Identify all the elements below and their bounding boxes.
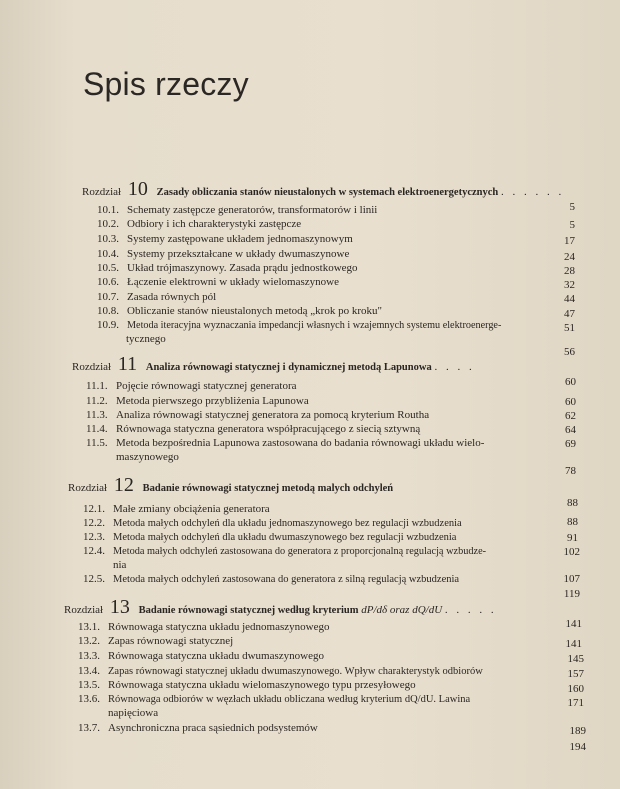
toc-entry — [83, 503, 270, 515]
entry-title: Zapas równowagi statycznej układu dwumaszynowego. Wpływ charakterystyk odbiorów — [108, 666, 483, 677]
page-number: 32 — [564, 279, 575, 291]
entry-number: 10.4. — [97, 248, 119, 260]
entry-number: 11.1. — [86, 380, 108, 392]
chapter-title: Badanie równowagi statycznej według kryterium — [138, 605, 359, 616]
entry-number: 10.3. — [97, 233, 119, 245]
page-number: 5 — [569, 201, 575, 213]
entry-number: 10.8. — [97, 305, 119, 317]
toc-entry — [97, 204, 377, 216]
entry-title: Małe zmiany obciążenia generatora — [113, 503, 270, 515]
toc-entry — [86, 395, 309, 407]
toc-entry — [97, 218, 301, 230]
entry-number: 10.6. — [97, 276, 119, 288]
page-number: 160 — [567, 683, 584, 695]
entry-title: Równowaga statyczna generatora współpracującego z siecią sztywną — [116, 423, 421, 435]
entry-title: Metoda pierwszego przybliżenia Lapunowa — [116, 395, 309, 407]
entry-title: Obliczanie stanów nieustalonych metodą „krok po kroku" — [127, 305, 382, 317]
page-number: 145 — [567, 653, 584, 665]
chapter-title: Analiza równowagi statycznej i dynamicznej metodą Lapunowa — [145, 362, 432, 373]
entry-title: Zapas równowagi statycznej — [108, 635, 234, 647]
page-number: 62 — [565, 410, 576, 422]
entry-title: Zasada równych pól — [127, 291, 217, 303]
toc-entry — [78, 650, 324, 662]
page-number: 141 — [565, 618, 582, 630]
page-number: 141 — [565, 638, 582, 650]
entry-number: 13.7. — [78, 722, 100, 734]
toc-entry — [97, 276, 339, 288]
entry-number: 13.6. — [78, 693, 100, 705]
entry-number: 12.4. — [83, 545, 105, 557]
page-number: 91 — [567, 532, 578, 544]
entry-number: 12.3. — [83, 531, 105, 543]
toc-entry — [97, 262, 358, 274]
entry-number: 13.3. — [78, 650, 100, 662]
entry-number: 12.2. — [83, 517, 105, 529]
page-number: 64 — [565, 424, 576, 436]
page-number: 157 — [567, 668, 584, 680]
chapter-title-math: dP/dδ oraz dQ/dU — [361, 604, 443, 616]
entry-title: Równowaga statyczna układu dwumaszynowego — [108, 650, 324, 662]
toc-entry — [86, 423, 420, 435]
entry-title: Systemy zastępowane układem jednomaszynowym — [127, 233, 353, 245]
toc-entry — [83, 517, 462, 529]
toc-entry — [97, 291, 216, 303]
entry-number: 13.2. — [78, 635, 100, 647]
chapter-heading — [68, 474, 393, 497]
entry-title: Układ trójmaszynowy. Zasada prądu jednostkowego — [127, 262, 358, 274]
entry-number: 13.5. — [78, 679, 100, 691]
entry-title: Metoda małych odchyleń dla układu jednomaszynowego bez regulacji wzbudzenia — [113, 518, 462, 529]
entry-title: Łączenie elektrowni w układy wielomaszynowe — [127, 276, 339, 288]
toc-entry — [78, 722, 318, 734]
leader-dots: . . . . — [434, 361, 475, 373]
toc-entry — [97, 319, 501, 331]
page-number: 5 — [569, 219, 575, 231]
chapter-number: 11 — [117, 353, 138, 375]
entry-title: Równowaga statyczna układu wielomaszynowego typu przesyłowego — [108, 679, 416, 691]
entry-number: 13.4. — [78, 665, 100, 677]
entry-continuation: tycznego — [126, 333, 166, 345]
page-number: 119 — [563, 588, 580, 600]
entry-continuation: napięciowa — [108, 707, 159, 719]
chapter-label: Rozdział — [68, 482, 108, 494]
toc-entry — [97, 233, 353, 245]
page-number: 102 — [563, 546, 580, 558]
entry-number: 11.5. — [86, 437, 108, 449]
entry-title: Metoda małych odchyleń zastosowana do generatora z silną regulacją wzbudzenia — [113, 574, 460, 585]
page-number: 24 — [564, 251, 575, 263]
page-number: 56 — [564, 346, 575, 358]
entry-title: Asynchroniczna praca sąsiednich podsystemów — [108, 722, 318, 734]
page-number: 47 — [564, 308, 575, 320]
page-number: 28 — [564, 265, 575, 277]
entry-title: Pojęcie równowagi statycznej generatora — [116, 380, 297, 392]
page-number: 69 — [565, 438, 576, 450]
entry-title: Odbiory i ich charakterystyki zastępcze — [127, 218, 302, 230]
entry-title: Równowaga odbiorów w węzłach układu obliczana według kryterium dQ/dU. Lawina — [108, 694, 471, 705]
page-number: 171 — [567, 697, 584, 709]
entry-title: Metoda małych odchyleń zastosowana do generatora z proporcjonalną regulacją wzbudze- — [113, 546, 487, 557]
chapter-number: 10 — [127, 178, 148, 200]
toc-entry — [78, 635, 233, 647]
toc-entry — [86, 409, 429, 421]
leader-dots: . . . . . — [444, 604, 497, 616]
page-title: Spis rzeczy — [83, 66, 249, 102]
page-number: 88 — [567, 497, 578, 509]
toc-entry — [97, 248, 349, 260]
toc-entry — [78, 665, 483, 677]
entry-number: 10.7. — [97, 291, 119, 303]
entry-number: 11.2. — [86, 395, 108, 407]
chapter-heading — [72, 353, 475, 376]
page-number: 107 — [563, 573, 580, 585]
chapter-heading — [64, 596, 497, 619]
toc-entry — [97, 305, 382, 317]
chapter-label: Rozdział — [72, 361, 112, 373]
toc-entry — [78, 679, 416, 691]
toc-entry — [83, 531, 456, 543]
page-number: 194 — [569, 741, 586, 753]
chapter-label: Rozdział — [64, 604, 104, 616]
toc-entry — [86, 380, 297, 392]
toc-entry — [78, 621, 329, 633]
page-number: 60 — [565, 396, 576, 408]
entry-number: 10.2. — [97, 218, 119, 230]
entry-continuation: nia — [113, 559, 127, 571]
toc-entry — [83, 573, 459, 585]
entry-number: 12.1. — [83, 503, 105, 515]
entry-title: Analiza równowagi statycznej generatora za pomocą kryterium Routha — [116, 409, 430, 421]
leader-dots: . . . . . . — [500, 186, 565, 198]
page-number: 17 — [564, 235, 575, 247]
chapter-heading — [82, 178, 564, 201]
entry-title: Równowaga statyczna układu jednomaszynowego — [108, 621, 330, 633]
toc-entry — [78, 693, 470, 705]
entry-number: 11.3. — [86, 409, 108, 421]
entry-continuation: maszynowego — [116, 451, 179, 463]
chapter-label: Rozdział — [82, 186, 122, 198]
entry-title: Systemy przekształcane w układy dwumaszynowe — [127, 248, 350, 260]
page-number: 44 — [564, 293, 575, 305]
entry-number: 10.5. — [97, 262, 119, 274]
chapter-number: 13 — [109, 596, 130, 618]
toc-entry — [83, 545, 486, 557]
entry-title: Schematy zastępcze generatorów, transformatorów i linii — [127, 204, 378, 216]
entry-title: Metoda małych odchyleń dla układu dwumaszynowego bez regulacji wzbudzenia — [113, 532, 457, 543]
entry-number: 11.4. — [86, 423, 108, 435]
page-number: 88 — [567, 516, 578, 528]
chapter-number: 12 — [113, 474, 134, 496]
page-number: 189 — [569, 725, 586, 737]
chapter-title: Badanie równowagi statycznej metodą malych odchyleń — [142, 483, 394, 494]
entry-number: 10.9. — [97, 319, 119, 331]
page-number: 60 — [565, 376, 576, 388]
toc-entry — [86, 437, 484, 449]
entry-number: 10.1. — [97, 204, 119, 216]
chapter-title: Zasady obliczania stanów nieustalonych w systemach elektroenergetycznych — [156, 187, 499, 198]
entry-number: 12.5. — [83, 573, 105, 585]
entry-number: 13.1. — [78, 621, 100, 633]
entry-title: Metoda iteracyjna wyznaczania impedancji własnych i wzajemnych systemu elektroenerge- — [127, 320, 502, 331]
page-number: 51 — [564, 322, 575, 334]
entry-title: Metoda bezpośrednia Lapunowa zastosowana do badania równowagi układu wielo- — [116, 437, 485, 449]
page-number: 78 — [565, 465, 576, 477]
